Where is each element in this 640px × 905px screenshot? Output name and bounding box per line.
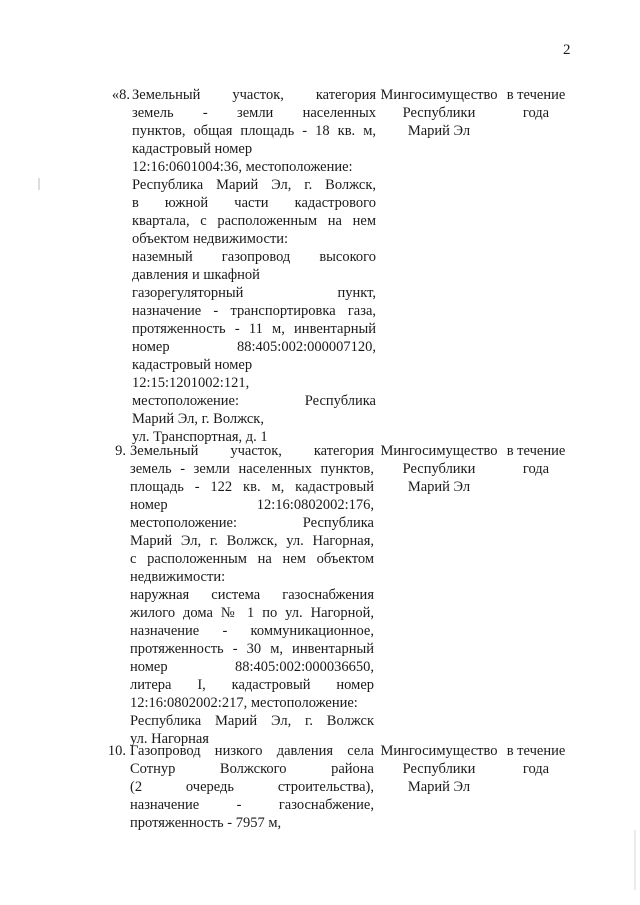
description-line: Марий Эл, г. Волжск, ул. Нагорная, <box>130 533 374 549</box>
row-number: 9. <box>115 443 126 459</box>
description-line: кадастровый номер <box>132 141 253 157</box>
description-line: назначение - транспортировка газа, <box>132 303 376 319</box>
org-line: Мингосимущество <box>380 743 498 759</box>
description-line: 12:16:0601004:36, местоположение: <box>132 159 353 175</box>
description-line: Земельный участок, категория <box>132 87 376 103</box>
description-line: 12:16:0802002:217, местоположение: <box>130 695 358 711</box>
term-line: в течение <box>506 443 566 459</box>
responsible-organization <box>376 86 502 140</box>
description-line: протяженность - 11 м, инвентарный <box>132 321 376 337</box>
org-line: Республики <box>402 461 476 477</box>
description-line: Республика Марий Эл, г. Волжск <box>130 713 374 729</box>
org-line: Марий Эл <box>407 123 471 139</box>
term <box>502 86 570 122</box>
description-line: номер 88:405:002:000036650, <box>130 659 374 675</box>
description-line: Земельный участок, категория <box>130 443 374 459</box>
description-line: Газопровод низкого давления села <box>130 743 374 759</box>
org-line: Мингосимущество <box>380 443 498 459</box>
description-line: местоположение: Республика <box>132 393 376 409</box>
description-line: ул. Транспортная, д. 1 <box>132 429 268 445</box>
responsible-organization <box>376 742 502 796</box>
description-line: пунктов, общая площадь - 18 кв. м, <box>132 123 376 139</box>
description-line: объектом недвижимости: <box>132 231 289 247</box>
description-line: земель - земли населенных пунктов, <box>130 461 374 477</box>
term-line: в течение <box>506 743 566 759</box>
org-line: Мингосимущество <box>380 87 498 103</box>
row-description <box>130 442 374 748</box>
scan-edge-mark <box>38 178 40 190</box>
scan-edge-mark <box>634 830 636 890</box>
description-line: наземный газопровод высокого <box>132 249 376 265</box>
responsible-organization <box>376 442 502 496</box>
term <box>502 442 570 478</box>
org-line: Республики <box>402 105 476 121</box>
term-line: года <box>522 105 550 121</box>
row-number: 10. <box>107 743 126 759</box>
description-line: номер 88:405:002:000007120, <box>132 339 376 355</box>
description-line: давления и шкафной <box>132 267 260 283</box>
org-line: Марий Эл <box>407 479 471 495</box>
description-line: жилого дома № 1 по ул. Нагорной, <box>130 605 374 621</box>
description-line: номер 12:16:0802002:176, <box>130 497 374 513</box>
page-number: 2 <box>563 42 571 58</box>
description-line: литера I, кадастровый номер <box>130 677 374 693</box>
description-line: назначение - коммуникационное, <box>130 623 374 639</box>
description-line: с расположенным на нем объектом <box>130 551 374 567</box>
description-line: протяженность - 30 м, инвентарный <box>130 641 374 657</box>
org-line: Республики <box>402 761 476 777</box>
org-line: Марий Эл <box>407 779 471 795</box>
description-line: назначение - газоснабжение, <box>130 797 374 813</box>
description-line: кадастровый номер <box>132 357 253 373</box>
description-line: Сотнур Волжского района <box>130 761 374 777</box>
row-number: «8. <box>111 87 130 103</box>
description-line: Марий Эл, г. Волжск, <box>132 411 264 427</box>
description-line: наружная система газоснабжения <box>130 587 374 603</box>
term-line: в течение <box>506 87 566 103</box>
description-line: местоположение: Республика <box>130 515 374 531</box>
description-line: квартала, с расположенным на нем <box>132 213 376 229</box>
description-line: земель - земли населенных <box>132 105 376 121</box>
row-description <box>132 86 376 446</box>
description-line: газорегуляторный пункт, <box>132 285 376 301</box>
description-line: 12:15:1201002:121, <box>132 375 250 391</box>
description-line: недвижимости: <box>130 569 226 585</box>
term-line: года <box>522 461 550 477</box>
term <box>502 742 570 778</box>
description-line: Республика Марий Эл, г. Волжск, <box>132 177 376 193</box>
row-description <box>130 742 374 832</box>
description-line: площадь - 122 кв. м, кадастровый <box>130 479 374 495</box>
description-line: протяженность - 7957 м, <box>130 815 282 831</box>
description-line: (2 очередь строительства), <box>130 779 374 795</box>
description-line: в южной части кадастрового <box>132 195 376 211</box>
description-line: ул. Нагорная <box>130 731 209 747</box>
term-line: года <box>522 761 550 777</box>
